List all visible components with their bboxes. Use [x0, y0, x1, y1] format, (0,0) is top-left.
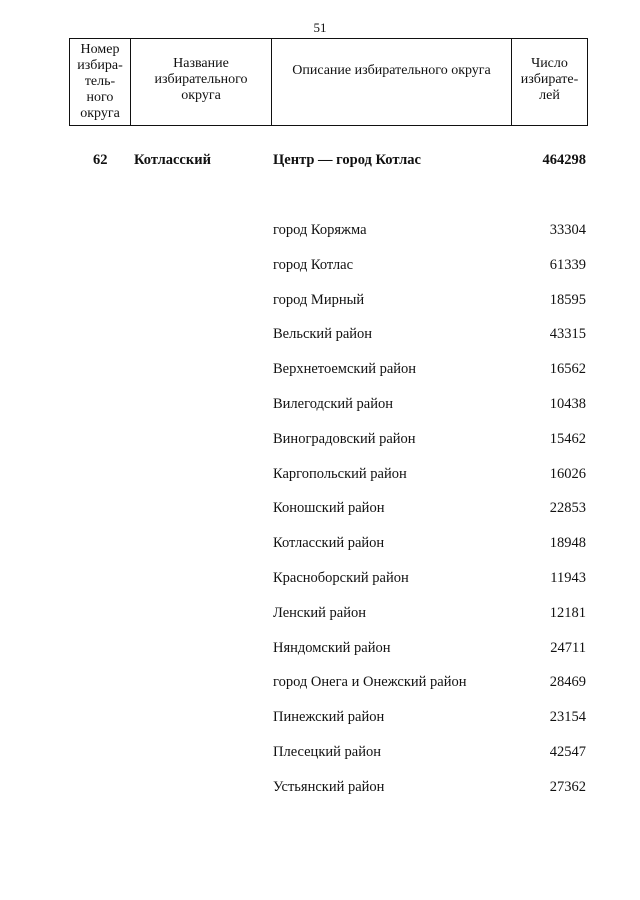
header-line: тель- [84, 74, 116, 89]
list-item [0, 396, 640, 431]
list-item [0, 535, 640, 570]
territory-voters: 61339 [549, 256, 586, 273]
list-item [0, 605, 640, 640]
header-line: избирате- [520, 72, 579, 87]
territory-voters: 12181 [549, 604, 586, 621]
header-line: округа [80, 106, 120, 121]
list-item [0, 744, 640, 779]
list-item [0, 640, 640, 675]
list-item [0, 431, 640, 466]
territory-name: город Котлас [273, 256, 354, 273]
list-item [0, 257, 640, 292]
territory-voters: 16026 [549, 465, 586, 482]
list-item [0, 466, 640, 501]
header-table [69, 38, 588, 126]
territory-voters: 24711 [550, 639, 586, 656]
header-row [70, 39, 588, 126]
territory-name: Котласский район [273, 535, 385, 552]
territory-voters: 33304 [549, 222, 586, 238]
header-line: Число [531, 56, 568, 71]
territory-voters: 10438 [549, 395, 586, 412]
district-number: 62 [93, 152, 108, 168]
territory-name: Виноградовский район [273, 430, 416, 447]
territory-voters: 18948 [549, 535, 586, 552]
header-line: округа [181, 88, 221, 103]
district-row [0, 152, 640, 174]
header-voter-count [512, 39, 588, 126]
list-item [0, 292, 640, 327]
header-district-number [70, 39, 131, 126]
list-item [0, 361, 640, 396]
header-line: Номер [80, 42, 120, 57]
list-item [0, 570, 640, 605]
territory-name: Плесецкий район [273, 743, 381, 760]
list-item [0, 674, 640, 709]
territory-name: Вельский район [273, 326, 373, 343]
territory-voters: 28469 [549, 674, 586, 691]
territory-name: Няндомский район [273, 639, 391, 656]
territory-voters: 42547 [549, 743, 586, 760]
header-district-description [272, 39, 512, 126]
district-name: Котласский [134, 152, 211, 168]
territory-voters: 15462 [549, 430, 586, 447]
territory-name: город Онега и Онежский район [273, 674, 467, 691]
territory-voters: 16562 [549, 361, 586, 378]
district-center: Центр — город Котлас [273, 152, 421, 168]
territory-voters: 18595 [549, 291, 586, 308]
territory-name: Ленский район [273, 604, 367, 621]
territory-list [0, 222, 640, 814]
list-item [0, 779, 640, 814]
header-line: избирательного [154, 72, 248, 87]
header-district-name [131, 39, 272, 126]
territory-name: город Мирный [273, 291, 365, 308]
territory-name: Вилегодский район [273, 395, 393, 412]
territory-name: Пинежский район [273, 709, 385, 726]
territory-voters: 43315 [549, 326, 586, 343]
list-item [0, 326, 640, 361]
header-line: Название [173, 56, 229, 71]
header-line: избира- [77, 58, 123, 73]
list-item [0, 222, 640, 257]
header-line: лей [539, 88, 560, 103]
territory-voters: 11943 [550, 569, 586, 586]
territory-name: Красноборский район [273, 569, 409, 586]
territory-voters: 23154 [549, 709, 586, 726]
header-line: ного [86, 90, 114, 105]
territory-voters: 27362 [549, 778, 586, 795]
territory-name: Коношский район [273, 500, 385, 517]
territory-name: город Коряжма [273, 222, 367, 238]
list-item [0, 709, 640, 744]
territory-voters: 22853 [549, 500, 586, 517]
territory-name: Каргопольский район [273, 465, 407, 482]
page-number: 51 [313, 20, 327, 35]
territory-name: Устьянский район [273, 778, 385, 795]
territory-name: Верхнетоемский район [273, 361, 417, 378]
header-line: Описание избирательного округа [292, 63, 491, 78]
list-item [0, 500, 640, 535]
district-voters: 464298 [542, 152, 586, 168]
